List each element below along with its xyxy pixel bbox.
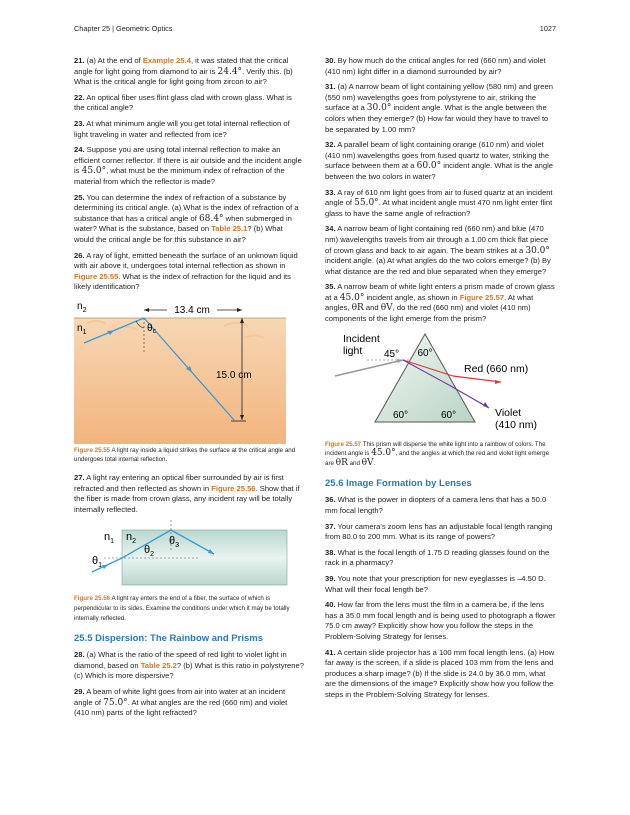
problem-30: 30. By how much do the critical angles for red (660 nm) and violet (410 nm) light differ in a diamond surrounded by air? — [325, 56, 546, 76]
apex-angle-label: 60° — [417, 347, 433, 359]
link-figure-25-55[interactable]: Figure 25.55 — [74, 271, 119, 281]
right-column — [325, 56, 556, 706]
problem-41: 41. A certain slide projector has a 100 mm focal length lens. (a) How far away is the screen, if a slide is placed 103 mm from the lens and produces a sharp image? (b) If the slide is 24.0 by 36.0 mm, what are the dimensions of the image? Explicitly show how you follow the steps in the Problem-Solving Strategy for lenses. — [325, 647, 555, 699]
problem-21: 21. (a) At the end of Example 25.4, it was stated that the critical angle for light going from diamond to air is 24.4°. Verify this. (b) What is the critical angle for light going from zircon to air? — [74, 56, 293, 87]
label-n2: $n_2$ — [126, 531, 137, 546]
label-n1: $n_1$ — [77, 322, 87, 336]
violet-label: Violet (410 nm) — [495, 406, 538, 431]
label-theta2: $\theta_2$ — [144, 544, 155, 559]
problem-27: 27. A light ray entering an optical fiber surrounded by air is first refracted and then reflected as shown in Figure 25.56. Show that if the fiber is made from crown glass, any incident ray will be totally internally reflected. — [74, 473, 300, 514]
problem-39: 39. You note that your prescription for new eyeglasses is –4.50 D. What will their focal length be? — [325, 574, 546, 594]
label-n2: $n_2$ — [77, 300, 87, 314]
page-number: 1027 — [539, 24, 556, 33]
problem-23: 23. At what minimum angle will you get total internal reflection of light traveling in water and reflected from ice? — [74, 118, 290, 139]
figure-25-56 — [74, 520, 304, 592]
problem-24: 24. Suppose you are using total internal reflection to make an efficient corner reflector. If there is air outside and the incident angle is 45.0°, what must be the minimum index of refraction of the material from which the reflector is made? — [74, 145, 302, 186]
problem-40: 40. How far from the lens must the film in a camera be, if the lens has a 35.0 mm focal length and is being used to photograph a flower 75.0 cm away? Explicitly show how you follow the steps in the Problem-Solving Strategy for lenses. — [325, 600, 556, 641]
problem-38: 38. What is the focal length of 1.75 D reading glasses found on the rack in a pharmacy? — [325, 547, 550, 568]
link-figure-25-56[interactable]: Figure 25.56 — [211, 483, 256, 493]
label-n1: $n_1$ — [104, 531, 115, 546]
problem-35: 35. A narrow beam of white light enters a prism made of crown glass at a 45.0° incident angle, as shown in Figure 25.57. At what angles, θR and θV, do the red (660 nm) and violet (410 nm) components of the light emerge from the prism? — [325, 282, 555, 324]
link-figure-25-57[interactable]: Figure 25.57 — [459, 292, 505, 302]
problem-29: 29. A beam of white light goes from air into water at an incident angle of 75.0°. At what angles are the red (660 nm) and violet (410 nm) parts of the light refracted? — [74, 687, 288, 718]
link-table-25-2[interactable]: Table 25.2 — [140, 660, 177, 670]
problem-25: 25. You can determine the index of refraction of a substance by determining its critical angle. (a) What is the index of refraction of a substance that has a critical angle of 68.4° when submerged in water? What is the substance, based on Table 25.1? (b) What would the critical angle be for this substance in air? — [74, 192, 299, 244]
caption-25-57: Figure 25.57 This prism will disperse the white light into a rainbow of colors. The incident angle is 45.0°, and the angles at which the red and violet light emerge are θR and θV. — [325, 440, 550, 468]
caption-25-55: Figure 25.55 A light ray inside a liquid strikes the surface at the critical angle and undergoes total internal reflection. — [74, 446, 296, 464]
problem-32: 32. A parallel beam of light containing orange (610 nm) and violet (410 nm) wavelengths goes from fused quartz to water, striking the surface between them at a 60.0° incident angle. What is the angle between the two colors in water? — [325, 140, 554, 181]
link-example-25-4[interactable]: Example 25.4 — [142, 56, 191, 65]
problem-36: 36. What is the power in diopters of a camera lens that has a 50.0 mm focal length? — [325, 495, 547, 516]
problem-33: 33. A ray of 610 nm light goes from air to fused quartz at an incident angle of 55.0°. At what incident angle must 470 nm light enter flint glass to have the same angle of refraction? — [325, 187, 553, 218]
left-column — [74, 56, 304, 724]
problem-28: 28. (a) What is the ratio of the speed of red light to violet light in diamond, based on Table 25.2? (b) What is this ratio in polystyrene? (c) Which is more dispersive? — [74, 650, 304, 681]
white-light-ray — [335, 360, 403, 376]
problem-31: 31. (a) A narrow beam of light containing yellow (580 nm) and green (550 nm) wavelengths goes from polystyrene to air, striking the surface at a 30.0° incident angle. What is the angle between the colors when they emerge? (b) How far would they have to travel to be separated by 1.00 mm? — [325, 82, 553, 134]
fiber-body — [122, 530, 287, 585]
label-theta1: $\theta_1$ — [92, 555, 103, 570]
chapter-header: Chapter 25 | Geometric Optics — [74, 24, 173, 33]
link-table-25-1[interactable]: Table 25.1 — [211, 224, 248, 234]
section-heading-25-6: 25.6 Image Formation by Lenses — [325, 478, 472, 490]
critical-angle-label: $\theta_c$ — [147, 322, 157, 335]
section-heading-25-5: 25.5 Dispersion: The Rainbow and Prisms — [74, 633, 263, 645]
figure-25-55 — [74, 298, 304, 444]
base-left-angle-label: 60° — [393, 409, 409, 421]
width-label: 13.4 cm — [174, 304, 210, 316]
red-ray — [453, 376, 501, 382]
problem-37: 37. Your camera’s zoom lens has an adjustable focal length ranging from 80.0 to 200 mm. What is its range of powers? — [325, 521, 553, 542]
base-right-angle-label: 60° — [441, 409, 457, 421]
incident-light-label: Incident light — [343, 332, 380, 357]
depth-label: 15.0 cm — [216, 369, 252, 381]
caption-25-56: Figure 25.56 A light ray enters the end of a fiber, the surface of which is perpendicular to its sides. Examine the conditions under which it may be totally internally reflected. — [74, 595, 290, 622]
incident-angle-label: 45° — [384, 348, 400, 360]
liquid-region — [74, 318, 286, 444]
red-label: Red (660 nm) — [464, 362, 529, 375]
problem-34: 34. A narrow beam of light containing red (660 nm) and blue (470 nm) wavelengths travels from air through a 1.00 cm thick flat piece of crown glass and back to air again. The beam strikes at a 30.0° incident angle. (a) At what angles do the two colors emerge? (b) By what distance are the red and blue separated when they emerge? — [325, 224, 551, 276]
label-theta3: $\theta_3$ — [169, 535, 180, 550]
problem-22: 22. An optical fiber uses flint glass clad with crown glass. What is the critical angle? — [74, 92, 292, 113]
figure-25-57 — [325, 330, 556, 438]
problem-26: 26. A ray of light, emitted beneath the surface of an unknown liquid with air above it, undergoes total internal reflection as shown in Figure 25.55. What is the index of refraction for the liquid and its likely identification? — [74, 250, 298, 292]
